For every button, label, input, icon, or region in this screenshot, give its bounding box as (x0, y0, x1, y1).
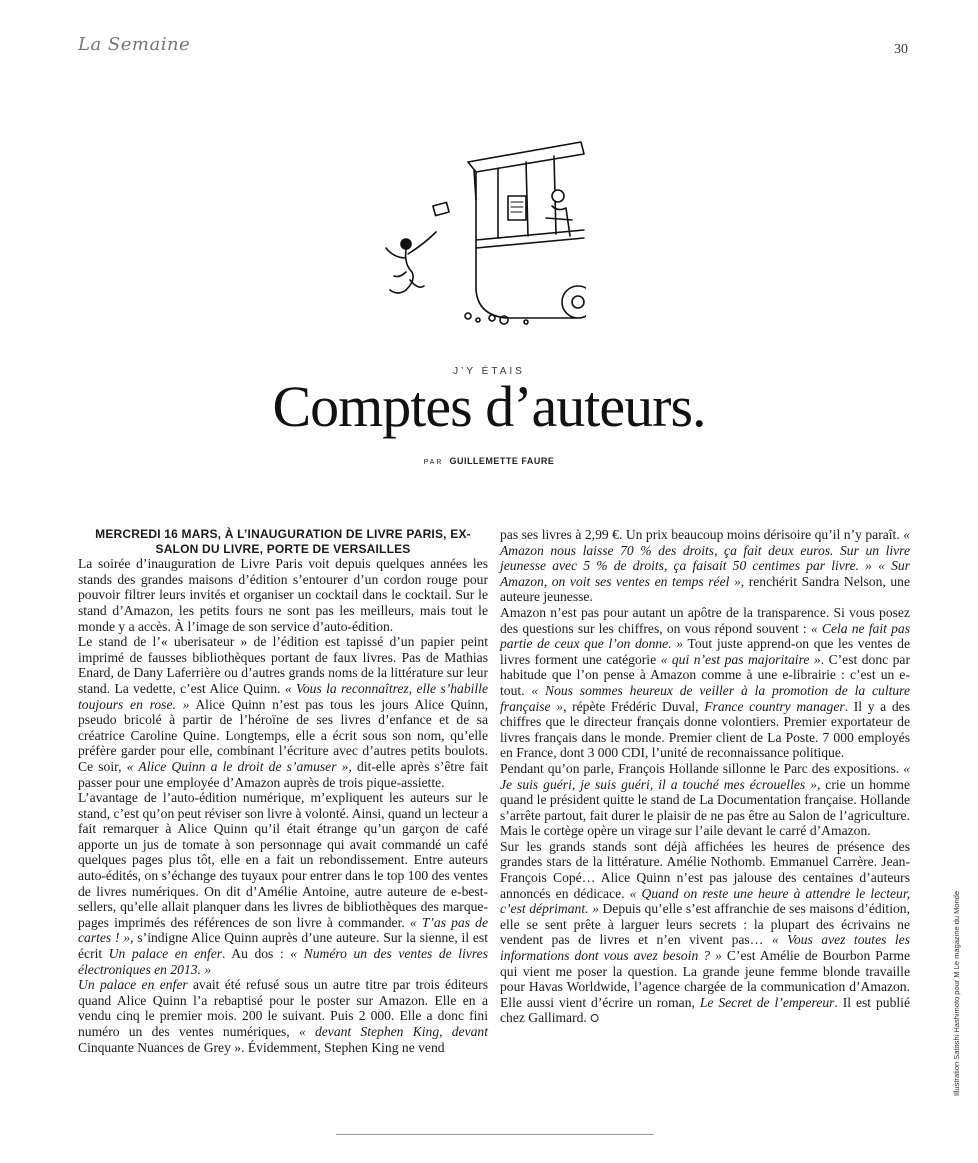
quote-segment: « devant Stephen King, devant (298, 1024, 488, 1039)
article-paragraph (78, 977, 488, 1055)
byline (0, 456, 978, 466)
text-segment: Amazon n’est pas pour autant un apôtre de la transparence. Si vous posez des questions sur les chiffres, on vous répond souvent : (500, 604, 910, 636)
article-paragraph (78, 790, 488, 977)
quote-segment: « Cela ne fait pas partie de ceux que l’on donne. » (500, 620, 910, 652)
quote-segment: Un palace en enfer (78, 977, 188, 993)
quote-segment: « Nous sommes heureux de veiller à la promotion de la culture française » (500, 682, 910, 714)
quote-segment: « Quand on reste une heure à attendre le lecteur, c’est déprimant. » (500, 885, 910, 917)
byline-prefix: PAR (423, 459, 444, 466)
page-number: 30 (894, 42, 908, 57)
text-segment: , crie un homme quand le président quitte le stand de La Documentation française. Hollande s’arrête partout, fait durer le plaisir de ne pas être au Salon de l’agriculture. Mais le cortège opère un virage sur l’aile devant le carré d’Amazon. (500, 776, 910, 839)
text-segment: Cinquante Nuances de Grey ». Évidemment, Stephen King ne vend (78, 1039, 445, 1055)
text-segment: . Il y a des chiffres que le directeur français donne volontiers. Premier exportateur de livres français dans le monde. Premier client de La Poste. 7 000 employés en France, dont 3 000 CDI, l’unité de reconnaissance politique. (500, 698, 911, 761)
text-segment: , dit-elle après s’être fait passer pour une employée d’Amazon auprès de trois pique-assiette. (78, 758, 488, 790)
article-kicker: J’Y ÉTAIS (453, 366, 525, 377)
quote-segment: « Alice Quinn a le droit de s’amuser » (126, 758, 349, 774)
masthead-logo: La Semaine (78, 34, 191, 55)
article-column-right (500, 527, 910, 1027)
text-segment: Sur les grands stands sont déjà affichées les heures de présence des grandes stars de la littérature. Amélie Nothomb. Emmanuel Carrère. Jean-François Copé… Alice Quinn n’est pas jalouse des centaines d’auteurs annoncés en dédicace. (500, 838, 910, 901)
quote-segment: « Je suis guéri, je suis guéri, il a touché mes écrouelles » (500, 760, 910, 792)
quote-segment: France country manager (704, 698, 845, 714)
market-stall-illustration (376, 140, 586, 335)
article-paragraph (500, 527, 910, 605)
article-column-left (78, 527, 488, 1055)
left-body (78, 556, 488, 1055)
text-segment: , répète Frédéric Duval, (563, 698, 705, 714)
text-segment: La soirée d’inauguration de Livre Paris voit depuis quelques années les stands des grandes maisons d’édition s’entourer d’un cordon rouge pour pouvoir filtrer leurs invités et organiser un cocktail dans le cocktail. Sur le stand d’Amazon, les petits fours ne sont pas les meilleurs, mais tout le monde y a accès. À l’image de son service d’auto-édition. (78, 556, 488, 634)
quote-segment: « Numéro un des ventes de livres électroniques en 2013. » (78, 946, 488, 977)
text-segment: Tout juste apprend-on que les ventes de livres forment une catégorie (500, 636, 911, 667)
text-segment: avait été refusé sous un autre titre par trois éditeurs quand Alice Quinn l’a rebaptisé pour le poster sur Amazon. Elle en a vendu cinq le premier mois. 200 le suivant. Puis 2 000. Elle a donc fini numéro un des ventes numériques, (78, 977, 488, 1039)
text-segment: . Il est publié chez Gallimard. (500, 994, 910, 1026)
text-segment: . Au dos : (222, 946, 291, 962)
text-segment: Alice Quinn n’est pas tous les jours Alice Quinn, pseudo bricolé à partir de l’héroïne de ses livres d’enfance et de sa créatrice Caroline Quine. Longtemps, elle a écrit sous son nom, qu’elle préfère garder pour elle, combinant l’écriture avec d’autres petits boulots. Ce soir, (78, 696, 489, 774)
text-segment: , s’indigne Alice Quinn auprès d’une auteure. Sur la sienne, il est écrit (78, 930, 488, 962)
article-paragraph (78, 634, 488, 790)
text-segment: C’est Amélie de Bourbon Parme qui vient me poser la question. La grande jeune femme blonde travaille pour Havas Worldwide, l’agence chargée de la communication d’Amazon. Elle aussi vient d’écrire un roman, (500, 948, 910, 1010)
article-paragraph (78, 556, 488, 634)
quote-segment: « Amazon nous laisse 70 % des droits, ça fait deux euros. Sur un livre jeunesse avec 5 % de droits, ça faisait 50 centimes par livre. » « Sur Amazon, on voit ses ventes en temps réel » (500, 527, 910, 589)
text-segment: pas ses livres à 2,99 €. Un prix beaucoup moins dérisoire qu’il n’y paraît. (500, 527, 904, 542)
illustration-credit: Illustration Satoshi Hashimoto pour M Le magazine du Monde (952, 890, 961, 1096)
article-paragraph (500, 605, 910, 761)
quote-segment: « Vous avez toutes les informations dont vous avez besoin ? » (500, 932, 910, 964)
article-title: Comptes d’auteurs. (272, 374, 706, 439)
text-segment: L’avantage de l’auto-édition numérique, m’expliquent les auteurs sur le stand, c’est qu’on peut réviser son livre à volonté. Ainsi, quand un lecteur a fait remarquer à Alice Quinn qu’il était étrange qu’un garçon de café apporte un jus de tomate à son personnage qui avait commandé un café quelques pages plus tôt, elle en a fait un rebondissement. Entre auteurs auto-édités, on s’échange des tuyaux pour entrer dans le top 100 des ventes de livres numériques. On dit d’Amélie Antoine, autre auteure de e-best-sellers, qu’elle allait planquer dans les livres de bibliothèques des marque-pages imprimés des références de son livre à commander. (78, 790, 488, 930)
text-segment: . C’est donc par habitude que l’on pense à Amazon comme à une e-librairie : c’est un e-tout. (500, 651, 910, 698)
text-segment: Depuis qu’elle s’est affranchie de ses maisons d’édition, elle se sent prête à larguer leurs secrets : la plupart des écrivains ne vendent pas de livres et n’en vivent pas… (500, 901, 910, 948)
text-segment: Le stand de l’« uberisateur » de l’édition est tapissé d’un papier peint imprimé de fausses bibliothèques portant de faux livres. Pas de Mathias Enard, de Dany Laferrière ou d’autres grands noms de la littérature sur leur stand. La vedette, c’est Alice Quinn. (78, 634, 488, 696)
quote-segment: Le Secret de l’empereur (699, 994, 835, 1010)
quote-segment: « T’as pas de cartes ! » (78, 914, 488, 946)
quote-segment: « Vous la reconnaîtrez, elle s’habille toujours en rose. » (78, 680, 488, 712)
text-segment: , renchérit Sandra Nelson, une auteure jeunesse. (500, 573, 910, 605)
article-paragraph (500, 839, 910, 1027)
article-lede: MERCREDI 16 MARS, À L’INAUGURATION DE LIVRE PARIS, EX-SALON DU LIVRE, PORTE DE VERSAILLES (95, 527, 471, 556)
byline-author: GUILLEMETTE FAURE (449, 456, 555, 466)
quote-segment: Un palace en enfer (108, 946, 223, 962)
article-paragraph (500, 761, 910, 839)
text-segment: Pendant qu’on parle, François Hollande sillonne le Parc des expositions. (500, 760, 904, 776)
footer-divider (336, 1134, 654, 1135)
quote-segment: « qui n’est pas majoritaire » (660, 651, 821, 667)
right-body (500, 527, 910, 1027)
end-mark-icon: ⭘ (590, 1012, 600, 1026)
